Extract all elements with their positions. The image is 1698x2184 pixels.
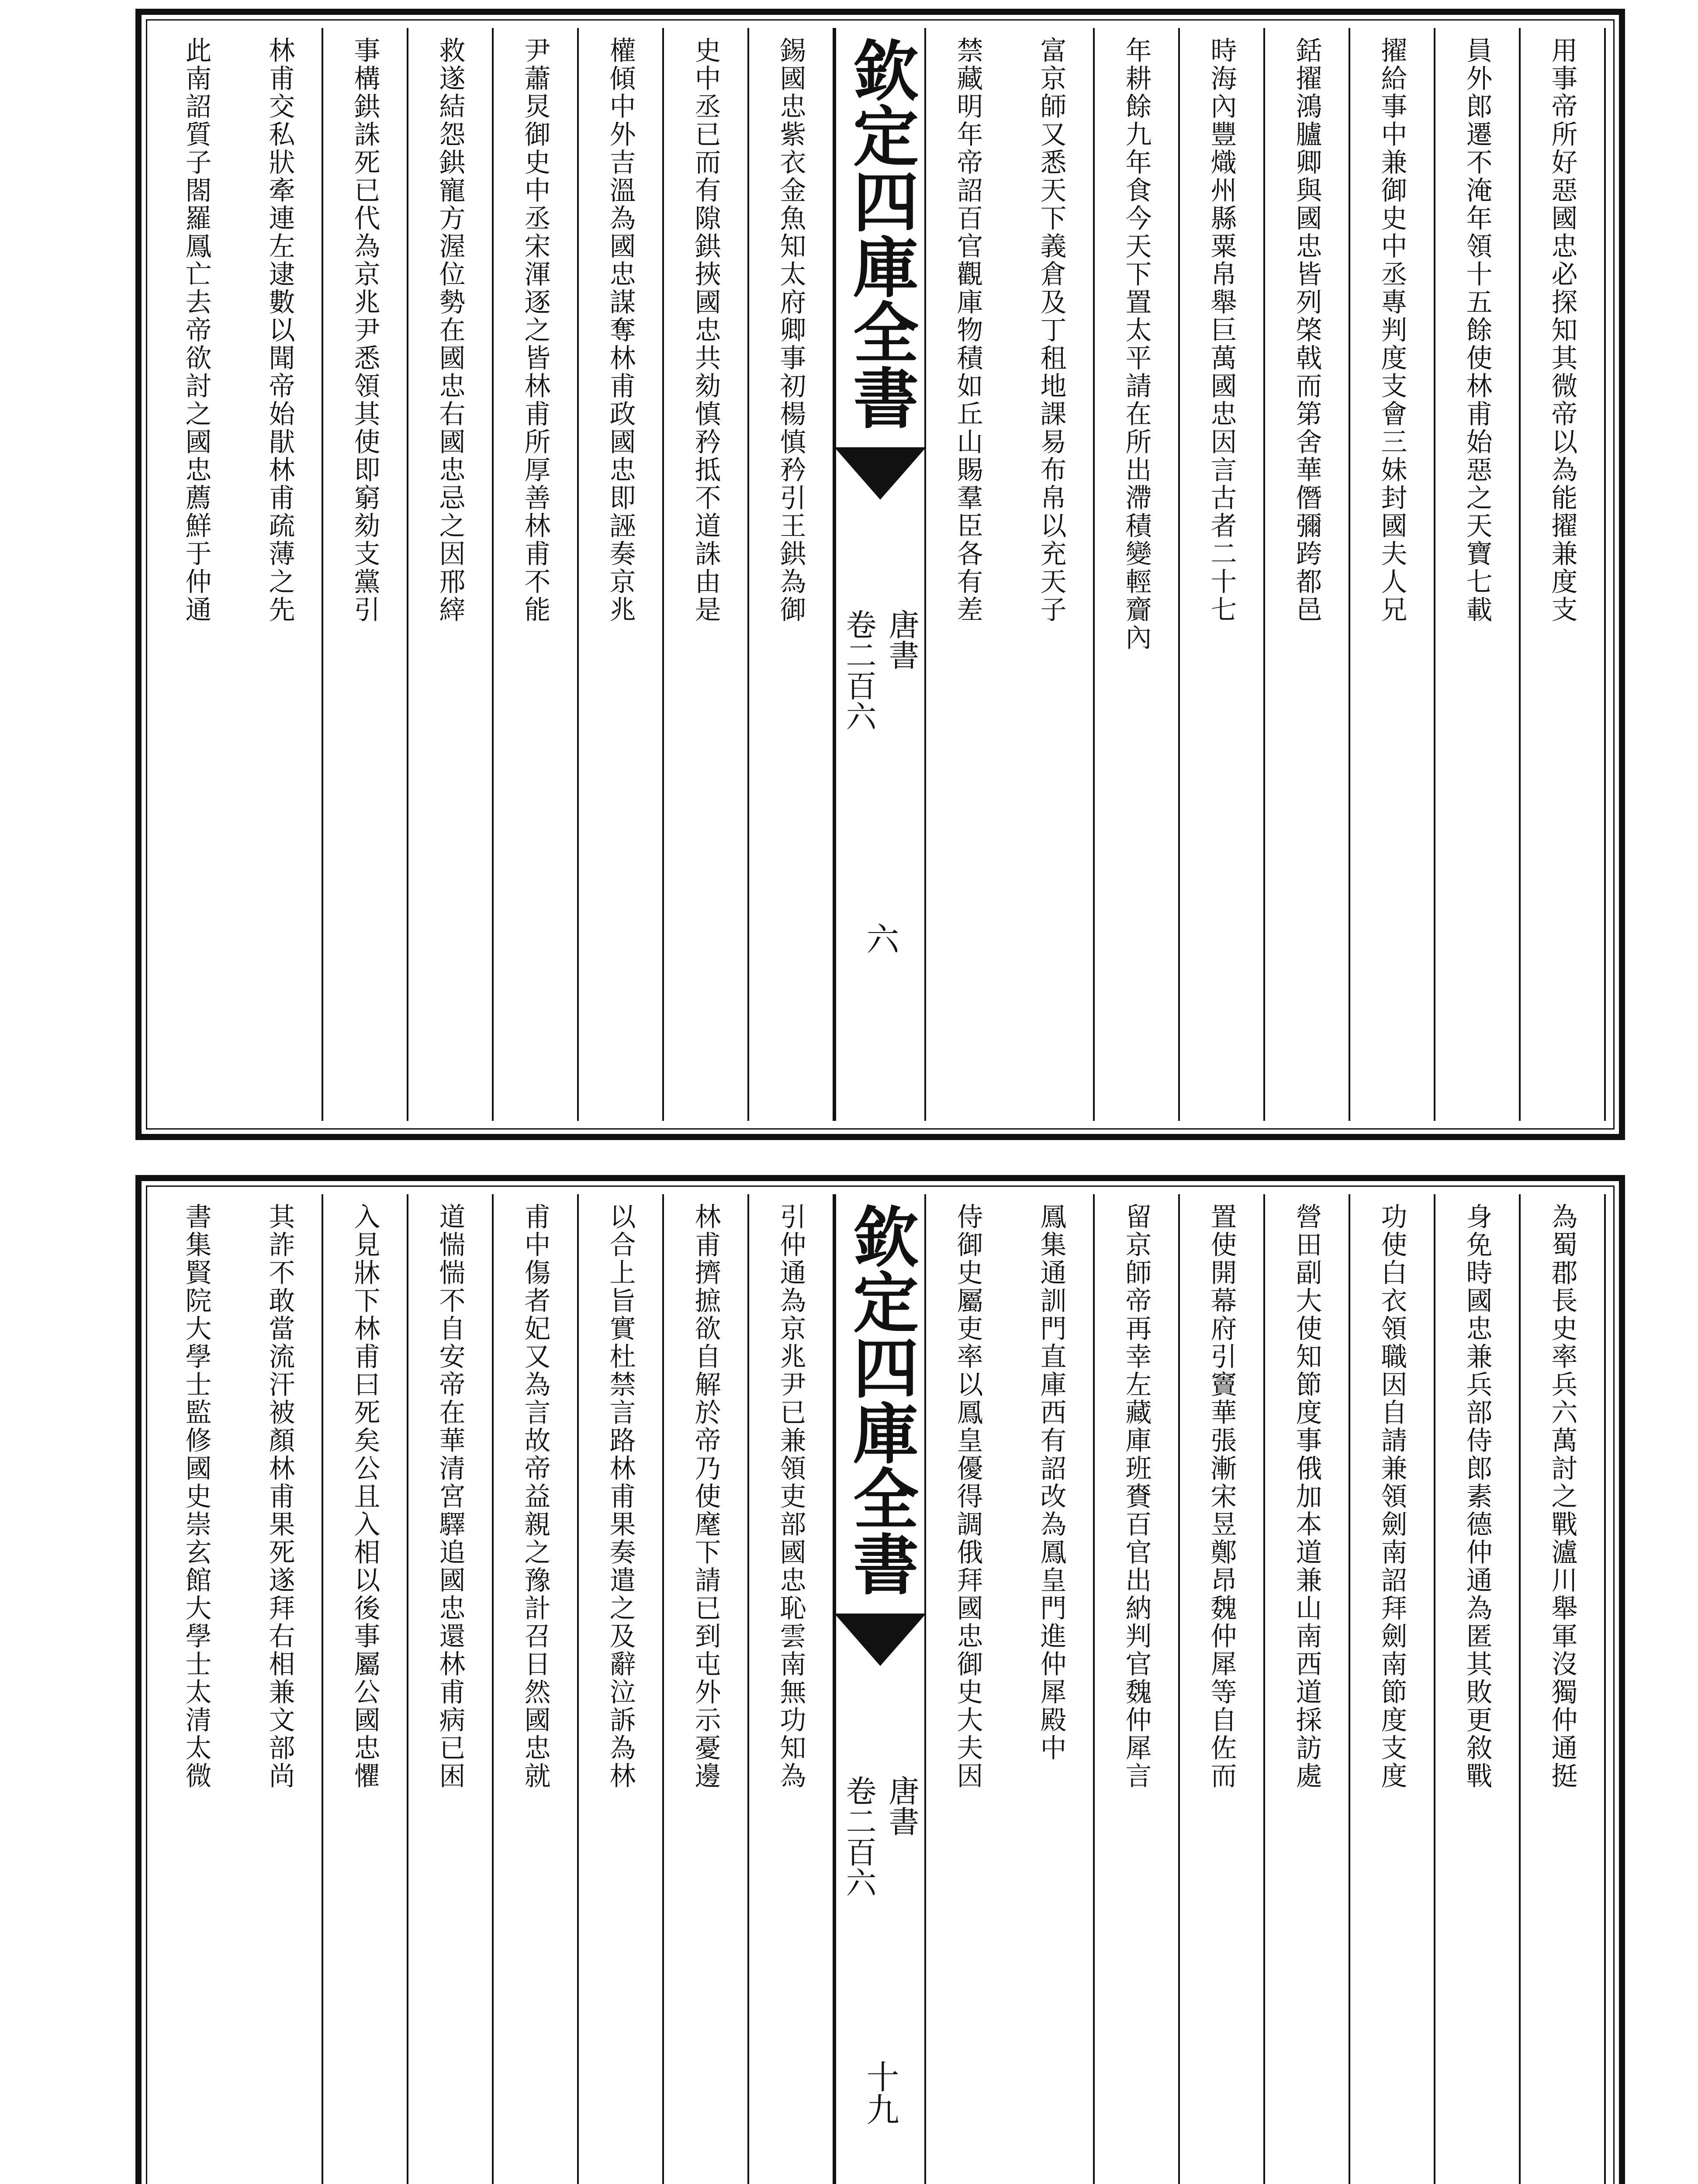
text-column: 甫中傷者妃又為言故帝益親之豫計召日然國忠就 xyxy=(494,1194,579,2184)
text-column: 尹蕭炅御史中丞宋渾逐之皆林甫所厚善林甫不能 xyxy=(494,28,579,1121)
text-column: 引仲通為京兆尹已兼領吏部國忠恥雲南無功知為 xyxy=(749,1194,834,2184)
text-column: 以合上旨實杜禁言路林甫果奏遣之及辭泣訴為林 xyxy=(579,1194,664,2184)
text-column: 為蜀郡長史率兵六萬討之戰瀘川舉軍沒獨仲通挺 xyxy=(1521,1194,1606,2184)
text-column: 林甫交私狀牽連左逮數以聞帝始猒林甫疏薄之先 xyxy=(238,28,323,1121)
lower-page-text-area xyxy=(155,1194,1606,2184)
text-column: 侍御史屬吏率以鳳皇優得調俄拜國忠御史大夫因 xyxy=(952,1203,983,1790)
fishtail-mark-icon xyxy=(834,447,926,500)
text-column: 林甫擠摭欲自解於帝乃使麾下請已到屯外示憂邊 xyxy=(664,1194,749,2184)
lower-left-half xyxy=(155,1194,834,2184)
text-column: 置使開幕府引竇華張漸宋昱鄭昂魏仲犀等自佐而 xyxy=(1180,1194,1265,2184)
text-column: 錫國忠紫衣金魚知太府卿事初楊慎矜引王鉷為御 xyxy=(749,28,834,1121)
fishtail-mark-icon xyxy=(834,1614,926,1666)
upper-page xyxy=(135,9,1625,1140)
text-column: 銛擢鴻臚卿與國忠皆列棨戟而第舍華僭彌跨都邑 xyxy=(1265,28,1350,1121)
text-column: 其詐不敢當流汗被顏林甫果死遂拜右相兼文部尚 xyxy=(238,1194,323,2184)
text-column: 救遂結怨鉷寵方渥位勢在國忠右國忠忌之因邢縡 xyxy=(408,28,494,1121)
text-column: 擢給事中兼御史中丞專判度支會三妹封國夫人兄 xyxy=(1350,28,1435,1121)
text-column: 入見牀下林甫曰死矣公且入相以後事屬公國忠懼 xyxy=(323,1194,408,2184)
text-column: 此南詔質子閤羅鳳亡去帝欲討之國忠薦鮮于仲通 xyxy=(181,37,212,624)
text-column: 留京師帝再幸左藏庫班賚百官出納判官魏仲犀言 xyxy=(1095,1194,1180,2184)
book-volume-title: 唐書 卷二百六 xyxy=(841,1775,920,1897)
upper-page-text-area xyxy=(155,28,1606,1121)
text-column: 事構鉷誅死已代為京兆尹悉領其使即窮劾支黨引 xyxy=(323,28,408,1121)
text-column: 員外郎遷不淹年領十五餘使林甫始惡之天寶七載 xyxy=(1435,28,1521,1121)
edition-title: 欽定四庫全書 xyxy=(842,1203,919,1596)
center-gutter xyxy=(834,1194,926,2184)
folio-number: 十九 xyxy=(861,2060,900,2125)
text-column: 富京師又悉天下義倉及丁租地課易布帛以充天子 xyxy=(1010,28,1095,1121)
edition-title: 欽定四庫全書 xyxy=(842,37,919,430)
book-volume-title: 唐書 卷二百六 xyxy=(841,609,920,731)
text-column: 禁藏明年帝詔百官觀庫物積如丘山賜羣臣各有差 xyxy=(952,37,983,624)
text-column: 權傾中外吉溫為國忠謀奪林甫政國忠即誣奏京兆 xyxy=(579,28,664,1121)
lower-right-half xyxy=(926,1194,1606,2184)
text-column: 年耕餘九年食今天下置太平請在所出滯積變輕齎內 xyxy=(1095,28,1180,1121)
upper-right-half xyxy=(926,28,1606,1121)
text-column: 功使白衣領職因自請兼領劍南詔拜劍南節度支度 xyxy=(1350,1194,1435,2184)
text-column: 用事帝所好惡國忠必探知其微帝以為能擢兼度支 xyxy=(1521,28,1606,1121)
folio-number: 六 xyxy=(861,922,900,955)
text-column: 書集賢院大學士監修國史崇玄館大學士太清太微 xyxy=(181,1203,212,1790)
upper-left-half xyxy=(155,28,834,1121)
text-column: 身免時國忠兼兵部侍郎素德仲通為匿其敗更敘戰 xyxy=(1435,1194,1521,2184)
lower-page xyxy=(135,1175,1625,2184)
text-column: 營田副大使知節度事俄加本道兼山南西道採訪處 xyxy=(1265,1194,1350,2184)
center-gutter xyxy=(834,28,926,1121)
text-column: 時海內豐熾州縣粟帛舉巨萬國忠因言古者二十七 xyxy=(1180,28,1265,1121)
text-column: 史中丞已而有隙鉷挾國忠共劾慎矜抵不道誅由是 xyxy=(664,28,749,1121)
text-column: 道惴惴不自安帝在華清宮驛追國忠還林甫病已困 xyxy=(408,1194,494,2184)
text-column: 鳳集通訓門直庫西有詔改為鳳皇門進仲犀殿中 xyxy=(1010,1194,1095,2184)
